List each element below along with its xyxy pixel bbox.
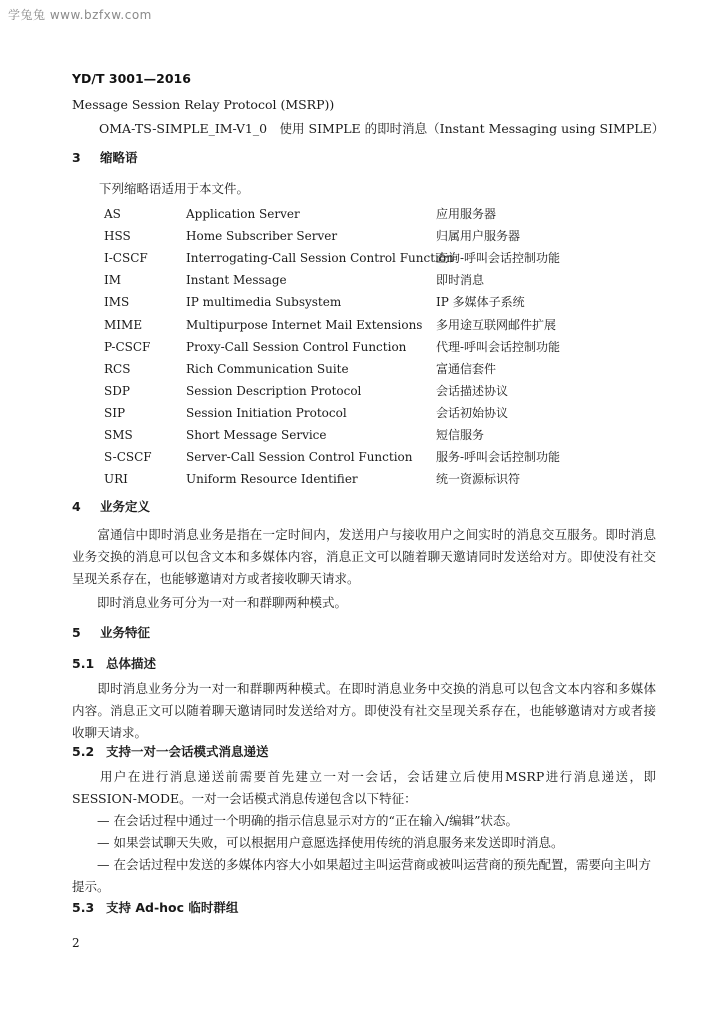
abbreviation-chinese: 归属用户服务器: [436, 229, 521, 244]
abbreviation-english: Instant Message: [186, 273, 287, 288]
abbreviation-english: IP multimedia Subsystem: [186, 295, 342, 310]
abbreviation-english: Multipurpose Internet Mail Extensions: [186, 317, 423, 332]
section-heading-5-2: [72, 744, 269, 760]
abbreviation-term: S-CSCF: [104, 450, 152, 465]
reference-line: Message Session Relay Protocol (MSRP)): [72, 97, 335, 112]
section-heading-3: [72, 150, 138, 166]
section-heading-5-1: [72, 656, 156, 672]
abbreviation-english: Application Server: [186, 207, 300, 221]
abbreviation-chinese: 应用服务器: [436, 207, 497, 221]
abbreviation-term: HSS: [104, 229, 131, 244]
abbreviation-term: SIP: [104, 405, 126, 420]
abbreviation-term: SDP: [104, 383, 130, 398]
section-number: 3: [72, 150, 81, 165]
abbreviation-chinese: IP 多媒体子系统: [436, 295, 525, 310]
section-number: 5.1: [72, 656, 95, 671]
list-item: — 在会话过程中发送的多媒体内容大小如果超过主叫运营商或被叫运营商的预先配置，需要向主叫方提示。: [72, 857, 651, 894]
section-title: 业务特征: [100, 625, 151, 640]
abbreviation-term: SMS: [104, 428, 133, 442]
abbreviation-term: IMS: [104, 295, 130, 310]
section-title: 总体描述: [106, 656, 157, 671]
abbreviation-chinese: 代理-呼叫会话控制功能: [436, 339, 561, 354]
list-item: — 如果尝试聊天失败，可以根据用户意愿选择使用传统的消息服务来发送即时消息。: [72, 835, 564, 850]
section-number: 5.2: [72, 744, 95, 759]
paragraph: 即时消息业务分为一对一和群聊两种模式。在即时消息业务中交换的消息可以包含文本内容和多媒体内容。消息正文可以随着聊天邀请同时发送给对方。即使没有社交呈现关系存在，也能够邀请对方或者接收聊天请求。: [72, 681, 656, 740]
abbreviation-term: AS: [104, 207, 121, 221]
abbreviation-english: Interrogating-Call Session Control Function: [186, 251, 454, 266]
abbreviation-term: P-CSCF: [104, 339, 151, 354]
watermark: 学兔兔 www.bzfxw.com: [8, 8, 152, 22]
abbreviation-term: URI: [104, 472, 128, 487]
paragraph: 即时消息业务可分为一对一和群聊两种模式。: [72, 595, 348, 610]
abbreviation-term: I-CSCF: [104, 251, 148, 266]
abbreviation-term: IM: [104, 273, 122, 288]
section-title: 缩略语: [100, 150, 138, 165]
abbreviation-chinese: 查询-呼叫会话控制功能: [436, 251, 561, 266]
abbreviation-english: Home Subscriber Server: [186, 229, 338, 244]
paragraph: 用户在进行消息递送前需要首先建立一对一会话，会话建立后使用MSRP进行消息递送，即SESSION-MODE。一对一会话模式消息传递包含以下特征：: [72, 769, 656, 806]
abbreviation-intro: 下列缩略语适用于本文件。: [99, 181, 250, 196]
section-title: 业务定义: [100, 499, 151, 514]
abbreviation-chinese: 会话描述协议: [436, 383, 509, 398]
list-item: — 在会话过程中通过一个明确的指示信息显示对方的“正在输入/编辑”状态。: [72, 813, 518, 828]
abbreviation-english: Session Description Protocol: [186, 383, 362, 398]
section-heading-5-3: [72, 900, 238, 916]
section-heading-4: [72, 499, 150, 515]
paragraph: 富通信中即时消息业务是指在一定时间内，发送用户与接收用户之间实时的消息交互服务。即时消息业务交换的消息可以包含文本和多媒体内容，消息正文可以随着聊天邀请同时发送给对方。即使没有社交呈现关系存在，也能够邀请对方或者接收聊天请求。: [72, 527, 656, 586]
abbreviation-chinese: 短信服务: [436, 428, 485, 442]
abbreviation-chinese: 统一资源标识符: [436, 472, 521, 487]
document-id: YD/T 3001—2016: [72, 71, 191, 86]
abbreviation-english: Uniform Resource Identifier: [186, 472, 358, 487]
abbreviation-chinese: 即时消息: [436, 273, 485, 288]
reference-line: OMA-TS-SIMPLE_IM-V1_0 使用 SIMPLE 的即时消息（Instant Messaging using SIMPLE）: [99, 121, 665, 136]
abbreviation-english: Rich Communication Suite: [186, 361, 349, 376]
section-number: 5.3: [72, 900, 95, 915]
abbreviation-english: Session Initiation Protocol: [186, 405, 347, 420]
abbreviation-english: Short Message Service: [186, 428, 327, 442]
abbreviation-term: MIME: [104, 317, 143, 332]
abbreviation-chinese: 会话初始协议: [436, 405, 509, 420]
section-number: 5: [72, 625, 81, 640]
section-title: 支持 Ad-hoc 临时群组: [106, 900, 239, 915]
abbreviation-english: Server-Call Session Control Function: [186, 450, 413, 465]
page-number: 2: [72, 936, 80, 950]
section-heading-5: [72, 625, 150, 641]
section-number: 4: [72, 499, 81, 514]
abbreviation-chinese: 富通信套件: [436, 361, 497, 376]
abbreviation-term: RCS: [104, 361, 131, 376]
abbreviation-chinese: 多用途互联网邮件扩展: [436, 317, 557, 332]
abbreviation-chinese: 服务-呼叫会话控制功能: [436, 450, 561, 465]
abbreviation-english: Proxy-Call Session Control Function: [186, 339, 407, 354]
section-title: 支持一对一会话模式消息递送: [106, 744, 269, 759]
